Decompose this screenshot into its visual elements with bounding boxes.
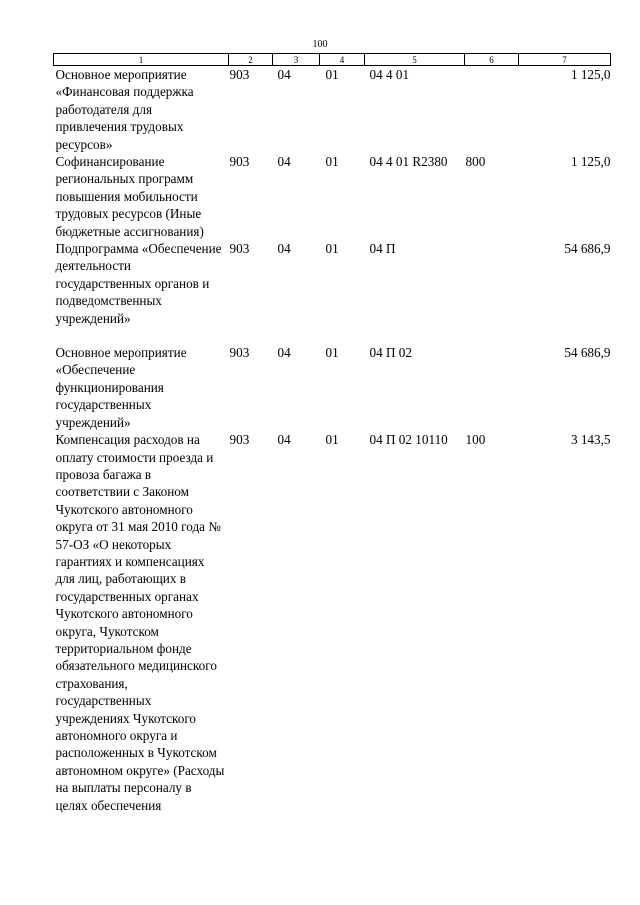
table-row [54,153,611,240]
row-name: Основное мероприятие «Обеспечение функционирования государственных учреждений» [55,345,187,430]
table-row [54,344,611,431]
table-row [54,66,611,154]
column-header: 2 [229,54,273,66]
row-expense-type [465,240,519,344]
column-header: 3 [273,54,320,66]
row-section-code: 04 [277,154,291,170]
row-section-code: 04 [277,345,291,361]
column-header: 1 [54,54,229,66]
column-header: 6 [465,54,519,66]
row-subsection-code: 01 [325,67,339,82]
row-amount: 54 686,9 [564,345,611,361]
row-subsection-code: 01 [325,345,339,361]
row-ministry-code: 903 [229,154,250,170]
row-subsection-code: 01 [325,241,339,257]
row-expense-type: 100 [465,432,486,448]
row-amount: 1 125,0 [570,154,611,170]
row-target-code: 04 4 01 R2380 [369,154,448,170]
row-expense-type [465,344,519,431]
row-name: Компенсация расходов на оплату стоимости проезда и провоза багажа в соответствии с Законом Чукотского автономного округа от 31 мая 2010 года № 57-ОЗ «О некоторых гарантиях и компенсациях для лиц, работающих в государственных органах Чукотского автономного округа, Чукотском территориальном фонде обязательного медицинского страхования, государственных учреждениях Чукотского автономного округа и расположенных в Чукотском автономном округе» (Расходы на выплаты персоналу в целях обеспечения [55,432,225,813]
row-name: Основное мероприятие «Финансовая поддержка работодателя для привлечения трудовых ресурсов» [55,67,194,152]
column-number-row [54,54,611,66]
budget-table [53,53,611,814]
column-header: 5 [365,54,465,66]
row-expense-type: 800 [465,154,486,170]
row-section-code: 04 [277,241,291,257]
row-expense-type [465,66,519,154]
row-section-code: 04 [277,432,291,448]
column-header: 7 [519,54,611,66]
row-target-code: 04 П 02 10110 [369,432,448,448]
column-header: 4 [320,54,365,66]
row-amount: 1 125,0 [570,67,611,82]
row-name: Подпрограмма «Обеспечение деятельности государственных органов и подведомственных учреждений» [55,241,222,326]
row-subsection-code: 01 [325,154,339,170]
row-ministry-code: 903 [229,432,250,448]
row-target-code: 04 П [369,241,396,257]
row-amount: 3 143,5 [570,432,611,448]
page-number: 100 [312,39,328,50]
row-target-code: 04 4 01 [369,67,410,82]
row-ministry-code: 903 [229,345,250,361]
row-section-code: 04 [277,67,291,82]
row-name: Софинансирование региональных программ повышения мобильности трудовых ресурсов (Иные бюджетные ассигнования) [55,154,204,239]
table-row [54,240,611,344]
row-ministry-code: 903 [229,241,250,257]
row-subsection-code: 01 [325,432,339,448]
row-target-code: 04 П 02 [369,345,412,361]
row-amount: 54 686,9 [564,241,611,257]
table-row [54,431,611,814]
row-ministry-code: 903 [229,67,250,82]
